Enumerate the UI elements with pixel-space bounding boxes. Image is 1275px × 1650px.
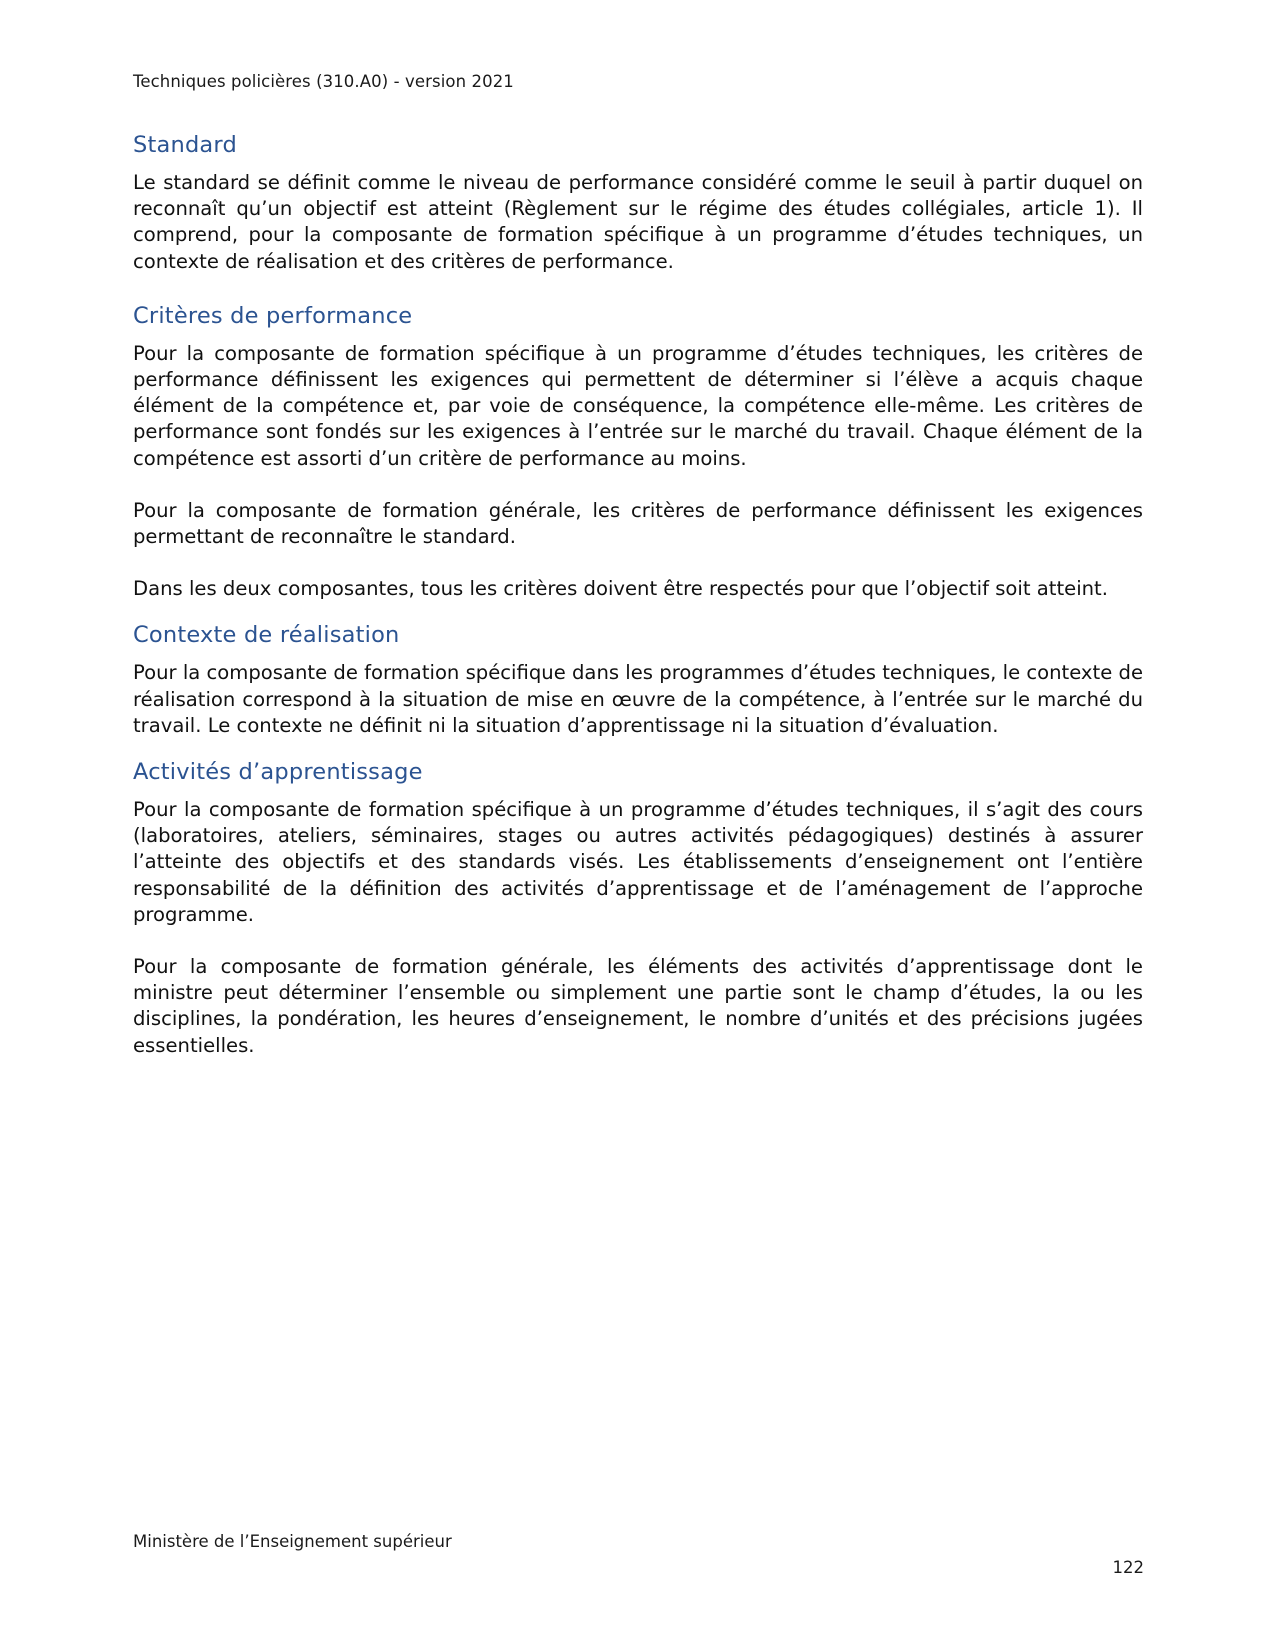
page-number: 122 bbox=[1112, 1558, 1144, 1577]
section-heading-contexte: Contexte de réalisation bbox=[133, 622, 400, 649]
section-heading-criteres: Critères de performance bbox=[133, 302, 413, 329]
page-footer-ministry: Ministère de l’Enseignement supérieur bbox=[133, 1532, 452, 1551]
paragraph: Pour la composante de formation spécifique à un programme d’études techniques, les critères de performance définissent les exigences qui permettent de déterminer si l’élève a acquis chaque élément de la compétence et, par voie de conséquence, la compétence elle-même. Les critères de performance sont fondés sur les exigences à l’entrée sur le marché du travail. Chaque élément de la compétence est assorti d’un critère de performance au moins. bbox=[133, 341, 1143, 470]
section-activites-apprentissage bbox=[133, 757, 1143, 1059]
section-heading-standard: Standard bbox=[133, 132, 237, 158]
paragraph: Le standard se définit comme le niveau de performance considéré comme le seuil à partir duquel on reconnaît qu’un objectif est atteint (Règlement sur le régime des études collégiales, article 1). Il comprend, pour la composante de formation spécifique à un programme d’études techniques, un contexte de réalisation et des critères de performance. bbox=[133, 171, 1143, 273]
paragraph: Pour la composante de formation spécifique dans les programmes d’études techniques, le contexte de réalisation correspond à la situation de mise en œuvre de la compétence, à l’entrée sur le marché du travail. Le contexte ne définit ni la situation d’apprentissage ni la situation d’évaluation. bbox=[133, 661, 1143, 737]
section-criteres-de-performance bbox=[133, 301, 1143, 603]
paragraph: Pour la composante de formation spécifique à un programme d’études techniques, il s’agit des cours (laboratoires, ateliers, séminaires, stages ou autres activités pédagogiques) destinés à assurer l’atteinte des objectifs et des standards visés. Les établissements d’enseignement ont l’entière responsabilité de la définition des activités d’apprentissage et de l’aménagement de l’approche programme. bbox=[133, 798, 1143, 926]
document-body bbox=[133, 130, 1143, 1085]
section-standard bbox=[133, 130, 1143, 275]
section-heading-activites: Activités d’apprentissage bbox=[133, 759, 423, 786]
paragraph: Dans les deux composantes, tous les critères doivent être respectés pour que l’objectif soit atteint. bbox=[133, 577, 1108, 601]
section-contexte-de-realisation bbox=[133, 620, 1143, 739]
paragraph: Pour la composante de formation générale, les critères de performance définissent les exigences permettant de reconnaître le standard. bbox=[133, 498, 1143, 549]
paragraph: Pour la composante de formation générale, les éléments des activités d’apprentissage dont le ministre peut déterminer l’ensemble ou simplement une partie sont le champ d’études, la ou les disciplines, la pondération, les heures d’enseignement, le nombre d’unités et des précisions jugées essentielles. bbox=[133, 955, 1143, 1057]
page-header: Techniques policières (310.A0) - version 2021 bbox=[133, 72, 514, 91]
